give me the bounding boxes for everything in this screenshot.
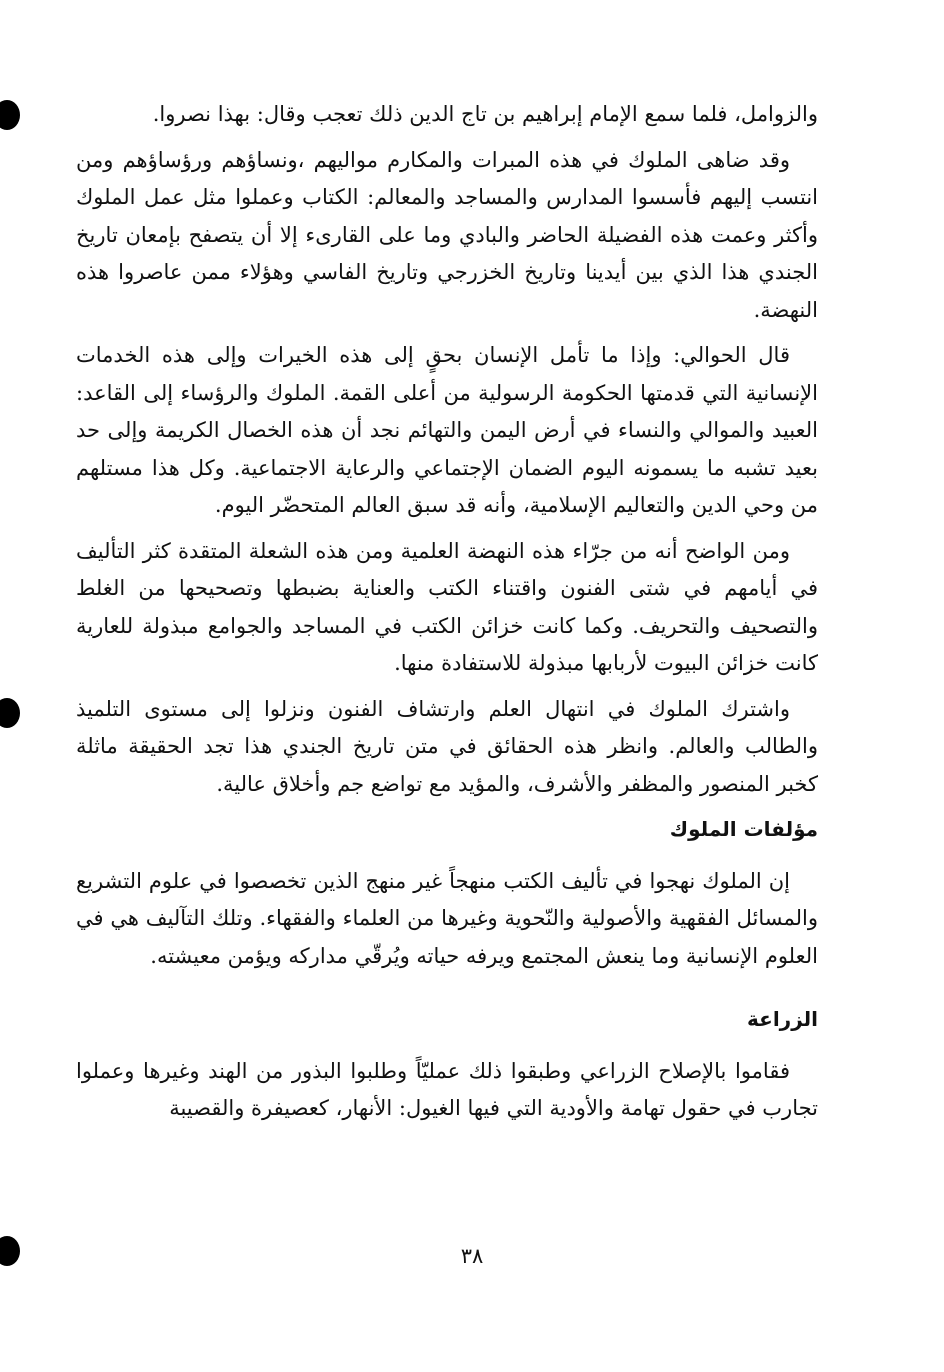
section-heading-books: مؤلفات الملوك bbox=[669, 817, 818, 841]
paragraph: فقاموا بالإصلاح الزراعي وطبقوا ذلك عمليّاً وطلبوا البذور من الهند وغيرها وعملوا تجارب في حقول تهامة والأودية التي فيها الغيول: الأنهار، كعصيفرة والقصيبة bbox=[76, 1058, 818, 1120]
paragraph: قال الحوالي: وإذا ما تأمل الإنسان بحقٍ إلى هذه الخيرات وإلى هذه الخدمات الإنسانية التي قدمتها الحكومة الرسولية من أعلى القمة. الملوك والرؤساء إلى القاعد: العبيد والموالي والنساء في أرض اليمن والتهائم نجد أن هذه الخصال الكريمة وإلى حد بعيد تشبه ما يسمونه اليوم الضمان الإجتماعي والرعاية الاجتماعية. وكل هذا مستلهم من وحي الدين والتعاليم الإسلامية، وأنه قد سبق العالم المتحضّر اليوم. bbox=[76, 343, 818, 517]
paragraph: وقد ضاهى الملوك في هذه المبرات والمكارم مواليهم ،ونساؤهم ورؤساؤهم ومن انتسب إليهم فأسسوا المدارس والمساجد والمعالم: الكتاب وعملوا مثل عمل الملوك وأكثر وعمت هذه الفضيلة الحاضر والبادي وما على القارىء إلا أن يتصفح بإمعان تاريخ الجندي هذا الذي بين أيدينا وتاريخ الخزرجي وتاريخ الفاسي وهؤلاء ممن عاصروا هذه النهضة. bbox=[76, 147, 818, 322]
paragraph: والزوامل، فلما سمع الإمام إبراهيم بن تاج الدين ذلك تعجب وقال: بهذا نصروا. bbox=[152, 102, 818, 126]
paragraph: ومن الواضح أنه من جرّاء هذه النهضة العلمية ومن هذه الشعلة المتقدة كثر التأليف في أيامهم في شتى الفنون واقتناء الكتب والعناية بضبطها وتصحيحها من الغلط والتصحيف والتحريف. وكما كانت خزائن الكتب في المساجد والجوامع مبذولة للعارية كانت خزائن البيوت لأربابها مبذولة للاستفادة منها. bbox=[76, 538, 818, 675]
section-heading-agriculture: الزراعة bbox=[747, 1007, 818, 1031]
paragraph: واشترك الملوك في انتهال العلم وارتشاف الفنون ونزلوا إلى مستوى التلميذ والطالب والعالم. وانظر هذه الحقائق في متن تاريخ الجندي هذا تجد الحقيقة ماثلة كخبر المنصور والمظفر والأشرف، والمؤيد مع تواضع جم وأخلاق عالية. bbox=[76, 696, 818, 796]
body-text bbox=[76, 96, 818, 1136]
binder-hole-top bbox=[0, 100, 20, 130]
paragraph: إن الملوك نهجوا في تأليف الكتب منهجاً غير منهج الذين تخصصوا في علوم التشريع والمسائل الفقهية والأصولية والنّحوية وغيرها من العلماء والفقهاء. وتلك التآليف هي في العلوم الإنسانية وما ينعش المجتمع ويرفه حياته ويُرقّي مداركه ويؤمن معيشته. bbox=[76, 868, 818, 968]
page-number: ٣٨ bbox=[460, 1244, 484, 1268]
binder-hole-middle bbox=[0, 698, 20, 728]
